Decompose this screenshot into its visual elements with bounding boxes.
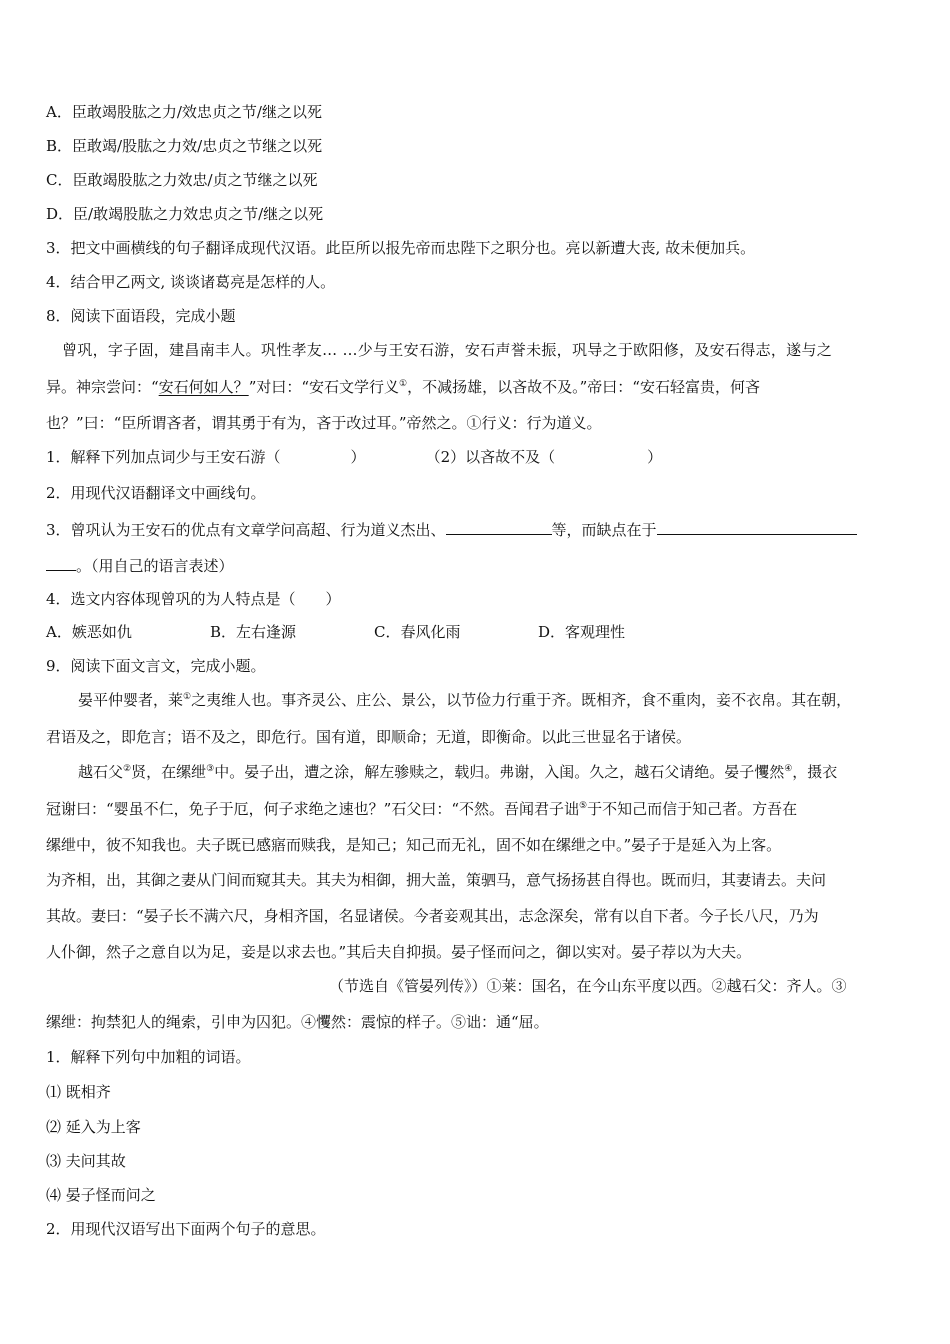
s8-question-1	[46, 447, 662, 467]
underlined-sentence: 安石何如人？	[158, 378, 249, 396]
footnote-marker: ⑤	[579, 801, 588, 811]
s9-item-3: ⑶ 夫问其故	[46, 1152, 126, 1170]
answer-blank[interactable]	[657, 518, 857, 535]
s9-item-4: ⑷ 晏子怪而问之	[46, 1186, 156, 1204]
option-d: D．臣/敢竭股肱之力效忠贞之节/继之以死	[46, 205, 324, 223]
text: 越石父	[78, 763, 124, 781]
passage-8-line-1: 曾巩，字子固，建昌南丰人。巩性孝友… …少与王安石游，安石声誉未振，巩导之于欧阳修，及安石得志，遂与之	[62, 341, 833, 359]
text: ）	[350, 448, 366, 466]
answer-blank[interactable]	[446, 518, 552, 535]
s8-question-3	[46, 518, 857, 540]
passage-9-line-5: 缧绁中，彼不知我也。夫子既已感寤而赎我，是知己；知己而无礼，固不如在缧绁之中。”晏子于是延入为上客。	[46, 836, 782, 854]
text: 3．曾巩认为王安石的优点有文章学问高超、行为道义杰出、	[46, 521, 446, 539]
text: ）	[647, 448, 663, 466]
s9-question-1: 1．解释下列句中加粗的词语。	[46, 1048, 251, 1066]
passage-9-line-2: 君语及之，即危言；语不及之，即危行。国有道，即顺命；无道，即衡命。以此三世显名于诸侯。	[46, 728, 692, 746]
passage-9-notes-2: 缧绁：拘禁犯人的绳索，引申为囚犯。④戄然：震惊的样子。⑤诎：通“屈。	[46, 1013, 549, 1031]
footnote-marker: ②	[123, 764, 132, 774]
text: ”对曰：“安石文学行义	[248, 378, 400, 396]
option-c: C．春风化雨	[374, 623, 461, 641]
option-a: A．臣敢竭股肱之力/效忠贞之节/继之以死	[46, 103, 322, 121]
text: 贤，在缧绁	[131, 763, 207, 781]
passage-9-line-3	[78, 762, 837, 782]
footnote-marker: ③	[206, 764, 215, 774]
text: 之夷维人也。事齐灵公、庄公、景公，以节俭力行重于齐。既相齐，食不重肉，妾不衣帛。其在朝，	[191, 691, 852, 709]
section-8-heading: 8．阅读下面语段，完成小题	[46, 307, 236, 325]
answer-blank[interactable]	[46, 554, 76, 571]
passage-8-line-3: 也？”曰：“臣所谓吝者，谓其勇于有为，吝于改过耳。”帝然之。①行义：行为道义。	[46, 414, 602, 432]
passage-9-notes-1: （节选自《管晏列传》）①莱：国名，在今山东平度以西。②越石父：齐人。③	[329, 977, 847, 995]
text: 于不知己而信于知己者。方吾在	[587, 800, 798, 818]
s8-question-3-cont	[46, 554, 234, 576]
s9-item-1: ⑴ 既相齐	[46, 1083, 111, 1101]
passage-9-line-1	[78, 690, 851, 710]
question-4: 4．结合甲乙两文, 谈谈诸葛亮是怎样的人。	[46, 273, 336, 291]
option-b: B．左右逢源	[210, 623, 297, 641]
option-c: C．臣敢竭股肱之力效忠/贞之节继之以死	[46, 171, 318, 189]
text: ，摄衣	[792, 763, 838, 781]
footnote-marker: ①	[183, 692, 192, 702]
option-d: D．客观理性	[538, 623, 626, 641]
option-a: A．嫉恶如仇	[46, 623, 132, 641]
passage-9-line-8: 人仆御，然子之意自以为足，妾是以求去也。”其后夫自抑损。晏子怪而问之，御以实对。晏子荐以为大夫。	[46, 943, 752, 961]
passage-9-line-6: 为齐相，出，其御之妻从门间而窥其夫。其夫为相御，拥大盖，策驷马，意气扬扬甚自得也。既而归，其妻请去。夫问	[46, 871, 827, 889]
section-9-heading: 9．阅读下面文言文，完成小题。	[46, 657, 266, 675]
s8-question-4: 4．选文内容体现曾巩的为人特点是（ ）	[46, 590, 341, 608]
footnote-marker: ①	[399, 379, 408, 389]
text: （2）以吝故不及（	[425, 448, 556, 466]
text: 中。晏子出，遭之涂，解左骖赎之，载归。弗谢，入闺。久之，越石父请绝。晏子戄然	[214, 763, 785, 781]
text: 冠谢曰：“婴虽不仁，免子于厄，何子求绝之速也？”石父曰：“不然。吾闻君子诎	[46, 800, 580, 818]
option-b: B．臣敢竭/股肱之力效/忠贞之节继之以死	[46, 137, 323, 155]
text: 。（用自己的语言表述）	[76, 557, 234, 575]
passage-8-line-2	[46, 377, 760, 397]
text: 异。神宗尝问：“	[46, 378, 159, 396]
text: 1．解释下列加点词少与王安石游（	[46, 448, 281, 466]
s9-item-2: ⑵ 延入为上客	[46, 1118, 141, 1136]
question-3: 3．把文中画横线的句子翻译成现代汉语。此臣所以报先帝而忠陛下之职分也。亮以新遭大丧, 故未便加兵。	[46, 239, 756, 257]
s8-options	[46, 622, 625, 642]
text: 等，而缺点在于	[551, 521, 657, 539]
text: ，不减扬雄，以吝故不及。”帝曰：“安石轻富贵，何吝	[407, 378, 760, 396]
s8-question-2: 2．用现代汉语翻译文中画线句。	[46, 484, 266, 502]
passage-9-line-7: 其故。妻曰：“晏子长不满六尺，身相齐国，名显诸侯。今者妾观其出，志念深矣，常有以自下者。今子长八尺，乃为	[46, 907, 819, 925]
passage-9-line-4	[46, 799, 797, 819]
s9-question-2: 2．用现代汉语写出下面两个句子的意思。	[46, 1220, 326, 1238]
text: 晏平仲婴者，莱	[78, 691, 184, 709]
footnote-marker: ④	[784, 764, 793, 774]
